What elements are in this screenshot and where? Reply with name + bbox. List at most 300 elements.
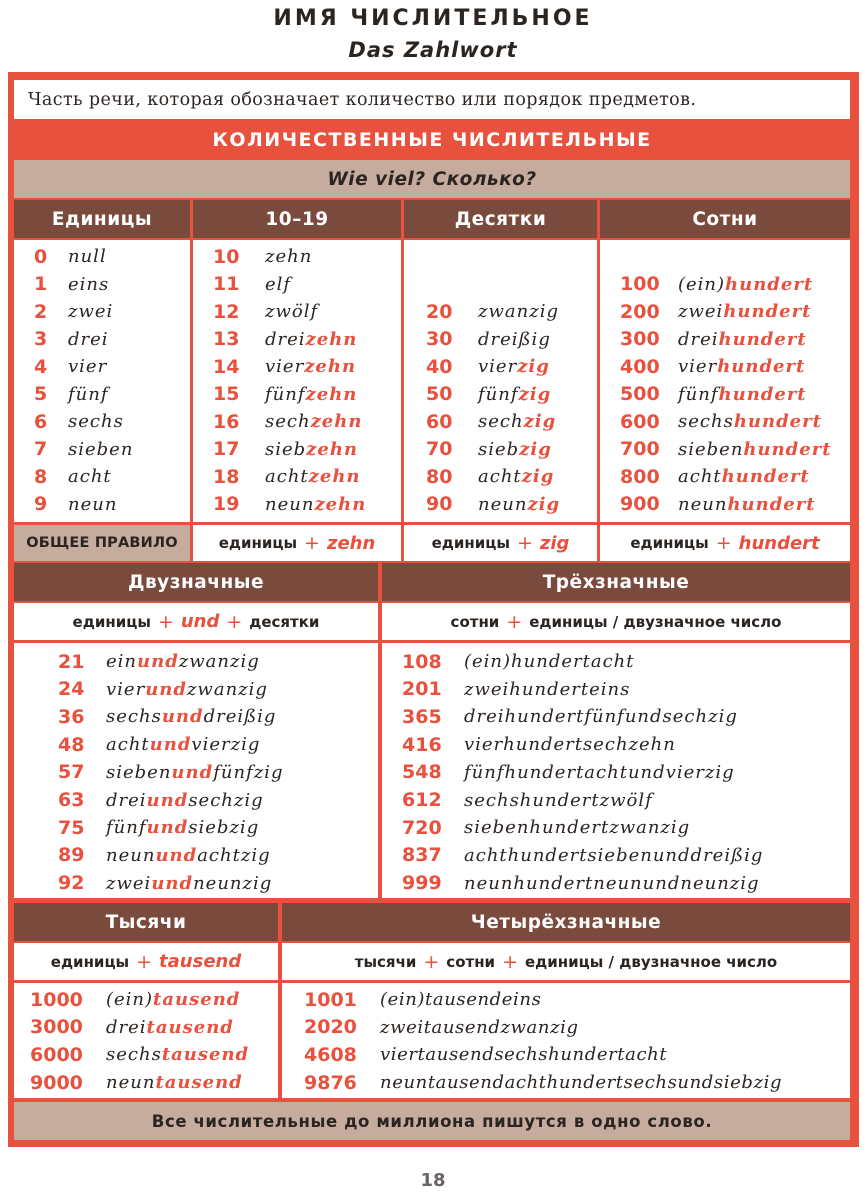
word-stem: acht [478, 466, 522, 487]
number-value: 1001 [304, 988, 357, 1011]
number-row [426, 381, 551, 408]
plus-sign: + [715, 532, 732, 554]
units-column [14, 240, 190, 522]
page-number: 18 [420, 1170, 446, 1191]
word-stem: fünf [678, 383, 719, 405]
number-value: 9000 [30, 1071, 83, 1094]
word-suffix-highlight: hundert [718, 383, 807, 405]
word-stem: neun [265, 493, 315, 515]
number-word [678, 466, 810, 487]
word-suffix-highlight: zehn [305, 328, 358, 350]
number-word [68, 329, 109, 350]
formula-hundreds: сотни [446, 952, 496, 971]
word-und-highlight: und [146, 789, 189, 811]
number-value: 720 [402, 816, 442, 839]
number-word [68, 439, 133, 460]
number-word [106, 989, 240, 1010]
number-row [30, 986, 240, 1013]
number-row [213, 326, 357, 353]
number-value: 20 [426, 300, 453, 323]
word-und-highlight: und [149, 734, 192, 756]
number-row [213, 243, 312, 270]
number-word [265, 356, 356, 377]
word-suffix-highlight: zig [523, 411, 557, 432]
number-value: 90 [426, 493, 453, 515]
number-value: 4608 [304, 1043, 357, 1066]
number-word [68, 466, 112, 487]
word-und-highlight: und [151, 872, 194, 894]
word-stem: sieben [678, 438, 744, 460]
number-row [402, 814, 690, 841]
number-row [402, 731, 676, 758]
number-value: 700 [620, 438, 660, 460]
number-value: 5 [34, 383, 48, 405]
number-value: 21 [58, 650, 85, 673]
plus-sign: + [136, 950, 153, 973]
number-row [402, 842, 763, 869]
word-stem: elf [265, 273, 292, 295]
definition-text: Часть речи, которая обозначает количество или порядок предметов. [14, 80, 850, 119]
number-word [478, 329, 551, 350]
number-word [106, 1044, 249, 1065]
word-stem: zwanzig [478, 301, 559, 322]
number-row [402, 787, 653, 814]
word-tens: siebzig [188, 817, 260, 839]
word-stem: acht [265, 466, 309, 487]
number-row [426, 353, 550, 380]
number-row [402, 648, 634, 675]
number-word: (ein)tausendeins [380, 989, 542, 1010]
word-stem: sechs [106, 1044, 162, 1066]
number-row [426, 326, 551, 353]
number-row [34, 436, 133, 463]
number-value: 12 [213, 300, 240, 323]
number-row [58, 787, 264, 814]
word-stem: fünf [68, 383, 109, 405]
plus-sign: + [506, 610, 523, 633]
word-units: fünf [106, 817, 147, 839]
number-value: 36 [58, 705, 85, 728]
word-stem: drei [678, 328, 719, 350]
four-digit-formula [282, 943, 850, 980]
word-stem: (ein) [106, 989, 154, 1010]
section-header: КОЛИЧЕСТВЕННЫЕ ЧИСЛИТЕЛЬНЫЕ [14, 121, 850, 159]
number-word: neunhundertneunundneunzig [464, 872, 760, 894]
number-value: 612 [402, 789, 442, 811]
word-und-highlight: und [161, 706, 204, 728]
number-row [34, 408, 124, 435]
number-row [426, 463, 554, 490]
number-word [678, 494, 816, 515]
number-row [34, 463, 112, 490]
number-word: zweihunderteins [464, 678, 631, 700]
number-value: 9 [34, 493, 48, 515]
word-stem: sech [265, 411, 311, 432]
formula-units-or-two-digit: единицы / двузначное число [529, 612, 782, 631]
number-word [265, 329, 357, 350]
number-word [106, 706, 276, 727]
number-word [265, 384, 357, 405]
formula-units: единицы [50, 952, 130, 971]
number-value: 17 [213, 438, 240, 460]
hundreds-suffix: hundert [738, 532, 820, 554]
rule-units: единицы [630, 534, 709, 552]
formula-units-or-two-digit: единицы / двузначное число [524, 952, 778, 971]
word-tens: achtzig [197, 844, 271, 866]
number-word [68, 246, 107, 267]
number-value: 48 [58, 733, 85, 756]
word-units: sieben [106, 761, 172, 783]
number-word [106, 817, 259, 838]
number-value: 0 [34, 245, 48, 268]
tens-rule [404, 525, 597, 561]
number-word [265, 246, 312, 267]
number-row [30, 1014, 234, 1041]
number-word [68, 384, 109, 405]
number-row [402, 870, 760, 897]
number-row [620, 298, 811, 325]
word-tausend-highlight: tausend [161, 1044, 250, 1066]
number-word [265, 411, 362, 432]
number-row [402, 676, 630, 703]
number-value: 75 [58, 816, 85, 839]
number-value: 999 [402, 872, 442, 895]
word-suffix-highlight: zehn [306, 438, 359, 460]
word-und-highlight: und [155, 844, 198, 866]
number-row [213, 436, 358, 463]
number-row [213, 381, 357, 408]
word-stem: neun [106, 1072, 156, 1094]
number-value: 400 [620, 355, 660, 378]
three-digit-formula [382, 603, 850, 640]
number-word [68, 494, 117, 515]
number-value: 13 [213, 328, 240, 350]
number-word: vierhundertsechzehn [464, 734, 676, 756]
number-value: 80 [426, 465, 453, 488]
number-value: 9876 [304, 1071, 357, 1094]
number-word: fünfhundertachtundvierzig [464, 761, 735, 783]
word-tens: vierzig [191, 734, 261, 756]
word-suffix-highlight: zehn [304, 356, 357, 377]
number-word [106, 679, 268, 700]
number-word [478, 411, 556, 432]
number-row [213, 491, 366, 518]
number-value: 63 [58, 789, 85, 811]
number-value: 16 [213, 410, 240, 433]
word-suffix-highlight: zehn [305, 383, 358, 405]
number-word: achthundertsiebenunddreißig [464, 844, 764, 866]
number-value: 3000 [30, 1016, 83, 1039]
question-bar: Wie viel? Сколько? [14, 160, 850, 198]
thousands-header: Тысячи [14, 903, 278, 941]
word-suffix-highlight: zehn [308, 466, 361, 487]
number-value: 600 [620, 410, 660, 433]
number-row [58, 759, 283, 786]
word-tens: sechzig [188, 789, 264, 811]
word-stem: null [68, 246, 107, 267]
number-value: 900 [620, 493, 660, 515]
number-word [478, 384, 551, 405]
two-digit-header: Двузначные [14, 563, 378, 601]
number-word [678, 329, 807, 350]
word-und-highlight: und [137, 651, 179, 672]
word-units: ein [106, 651, 138, 672]
number-row [58, 842, 271, 869]
thousands-list [14, 983, 278, 1098]
word-tausend-highlight: tausend [155, 1072, 243, 1094]
column-header-teens: 10–19 [193, 200, 401, 238]
thousands-formula [14, 943, 278, 980]
number-word [106, 790, 264, 811]
word-suffix-highlight: zig [518, 383, 552, 405]
number-word: sechshundertzwölf [464, 789, 653, 811]
word-suffix-highlight: zehn [314, 493, 367, 515]
number-row [213, 271, 291, 298]
number-word [678, 356, 805, 377]
column-header-units: Единицы [14, 200, 190, 238]
number-row [213, 463, 361, 490]
word-suffix-highlight: zig [519, 438, 552, 460]
number-word: siebenhundertzwanzig [464, 817, 691, 839]
plus-sign: + [226, 610, 243, 633]
formula-hundreds: сотни [450, 612, 500, 631]
number-value: 365 [402, 705, 442, 728]
number-row [30, 1069, 243, 1096]
number-value: 1000 [30, 988, 83, 1011]
number-word: (ein)hundertacht [464, 651, 635, 672]
number-value: 8 [34, 465, 48, 488]
number-row [34, 353, 107, 380]
number-value: 30 [426, 328, 453, 350]
number-value: 92 [58, 872, 85, 895]
number-row [213, 298, 318, 325]
teens-suffix: zehn [326, 532, 376, 554]
number-value: 19 [213, 493, 240, 515]
number-row [34, 326, 109, 353]
three-digit-header: Трёхзначные [382, 563, 850, 601]
word-stem: drei [68, 328, 109, 350]
word-stem: vier [68, 356, 108, 377]
page-subtitle: Das Zahlwort [348, 38, 518, 62]
word-tens: fünfzig [213, 761, 284, 783]
number-row [402, 703, 738, 730]
number-word: zweitausendzwanzig [380, 1016, 579, 1038]
formula-und: und [180, 611, 220, 632]
number-value: 11 [213, 273, 240, 295]
number-word [106, 1072, 243, 1093]
word-tausend-highlight: tausend [146, 1016, 234, 1038]
word-suffix-highlight: hundert [725, 273, 814, 295]
number-row [58, 703, 276, 730]
hundreds-column [600, 240, 850, 522]
number-row [426, 436, 552, 463]
number-row [620, 463, 810, 490]
rule-units: единицы [218, 534, 298, 552]
number-word [678, 301, 811, 322]
word-units: sechs [106, 706, 162, 728]
word-stem: zwei [68, 301, 114, 322]
word-stem: sieb [265, 438, 307, 460]
number-word [106, 734, 260, 755]
number-value: 548 [402, 761, 442, 784]
word-stem: sieben [68, 438, 134, 460]
word-stem: zehn [265, 246, 313, 267]
four-digit-header: Четырёхзначные [282, 903, 850, 941]
word-stem: vier [265, 356, 305, 377]
number-row [58, 870, 272, 897]
number-word [478, 301, 559, 322]
number-value: 1 [34, 273, 48, 295]
number-row [620, 353, 805, 380]
number-value: 7 [34, 438, 48, 460]
general-rule-label: ОБЩЕЕ ПРАВИЛО [14, 525, 190, 561]
number-value: 100 [620, 273, 660, 295]
word-stem: vier [478, 356, 518, 377]
number-word [265, 439, 358, 460]
word-suffix-highlight: hundert [721, 466, 810, 487]
word-stem: fünf [265, 383, 306, 405]
number-row [426, 298, 559, 325]
word-units: zwei [106, 872, 152, 894]
formula-tausend: tausend [159, 951, 242, 972]
number-value: 40 [426, 355, 453, 378]
number-row [620, 381, 807, 408]
number-word [678, 274, 813, 295]
number-value: 50 [426, 383, 453, 405]
three-digit-list [382, 643, 850, 898]
number-word [265, 494, 366, 515]
number-row [213, 408, 362, 435]
page-title: ИМЯ ЧИСЛИТЕЛЬНОЕ [273, 6, 593, 31]
word-stem: sieb [478, 438, 520, 460]
number-word [68, 411, 124, 432]
column-header-hundreds: Сотни [600, 200, 850, 238]
number-word [478, 494, 560, 515]
plus-sign: + [516, 532, 533, 554]
number-row [304, 986, 541, 1013]
word-stem: sechs [678, 411, 734, 432]
number-word: viertausendsechshundertacht [380, 1044, 668, 1066]
number-word [678, 384, 807, 405]
number-value: 416 [402, 733, 442, 756]
number-row [620, 436, 832, 463]
word-stem: zwölf [265, 301, 319, 322]
word-tens: zwanzig [178, 651, 260, 672]
word-suffix-highlight: zehn [310, 411, 363, 432]
number-value: 57 [58, 761, 85, 784]
number-row [620, 271, 813, 298]
number-row [58, 731, 260, 758]
word-und-highlight: und [171, 761, 214, 783]
number-value: 2020 [304, 1016, 357, 1039]
word-und-highlight: und [145, 678, 187, 700]
number-value: 18 [213, 465, 240, 488]
number-word [678, 439, 832, 460]
number-value: 70 [426, 438, 453, 460]
number-value: 24 [58, 678, 85, 701]
number-value: 4 [34, 355, 48, 378]
number-word [106, 651, 260, 672]
number-word [265, 301, 318, 322]
footer-note: Все числительные до миллиона пишутся в одно слово. [14, 1102, 850, 1140]
number-row [58, 676, 268, 703]
word-suffix-highlight: zig [527, 493, 561, 515]
number-value: 60 [426, 410, 453, 433]
two-digit-list [14, 643, 378, 898]
number-word [678, 411, 822, 432]
number-value: 201 [402, 678, 442, 701]
word-suffix-highlight: hundert [727, 493, 816, 515]
word-tens: zwanzig [186, 678, 268, 700]
word-stem: drei [265, 328, 306, 350]
word-tens: dreißig [203, 706, 277, 728]
word-und-highlight: und [146, 817, 189, 839]
number-row [58, 814, 259, 841]
number-row [304, 1069, 782, 1096]
number-word [106, 873, 272, 894]
word-suffix-highlight: zig [517, 356, 550, 377]
number-word [265, 274, 291, 295]
number-row [304, 1014, 579, 1041]
word-stem: acht [68, 466, 112, 487]
word-units: drei [106, 789, 147, 811]
number-value: 500 [620, 383, 660, 405]
number-word [106, 1017, 234, 1038]
number-row [620, 408, 822, 435]
number-row [620, 491, 816, 518]
number-value: 14 [213, 355, 240, 378]
word-tens: neunzig [193, 872, 273, 894]
word-suffix-highlight: hundert [718, 328, 807, 350]
word-units: neun [106, 844, 156, 866]
word-stem: zwei [678, 301, 724, 322]
column-header-tens: Десятки [404, 200, 597, 238]
plus-sign: + [423, 950, 440, 973]
number-word [106, 845, 271, 866]
formula-units: единицы [72, 612, 151, 631]
number-word: dreihundertfünfundsechzig [464, 706, 738, 728]
number-row [58, 648, 260, 675]
word-stem: dreißig [478, 328, 551, 350]
word-stem: neun [68, 493, 118, 515]
number-row [620, 326, 807, 353]
number-value: 800 [620, 465, 660, 488]
number-value: 15 [213, 383, 240, 405]
word-stem: sech [478, 411, 524, 432]
formula-tens: десятки [249, 612, 320, 631]
number-row [426, 491, 560, 518]
word-suffix-highlight: zig [521, 466, 555, 487]
number-word [68, 356, 107, 377]
word-stem: sechs [68, 411, 124, 432]
number-row [402, 759, 735, 786]
number-row [34, 491, 117, 518]
number-word [478, 466, 554, 487]
word-stem: eins [68, 273, 110, 295]
word-suffix-highlight: hundert [743, 438, 832, 460]
number-word [265, 466, 361, 487]
word-stem: (ein) [678, 273, 726, 295]
word-tausend-highlight: tausend [153, 989, 241, 1010]
word-units: acht [106, 734, 150, 756]
number-word: neuntausendachthundertsechsundsiebzig [380, 1072, 783, 1094]
number-value: 6000 [30, 1043, 83, 1066]
two-digit-formula [14, 603, 378, 640]
word-stem: neun [478, 493, 528, 515]
word-suffix-highlight: hundert [717, 356, 806, 377]
word-stem: vier [678, 356, 718, 377]
teens-rule [193, 525, 401, 561]
